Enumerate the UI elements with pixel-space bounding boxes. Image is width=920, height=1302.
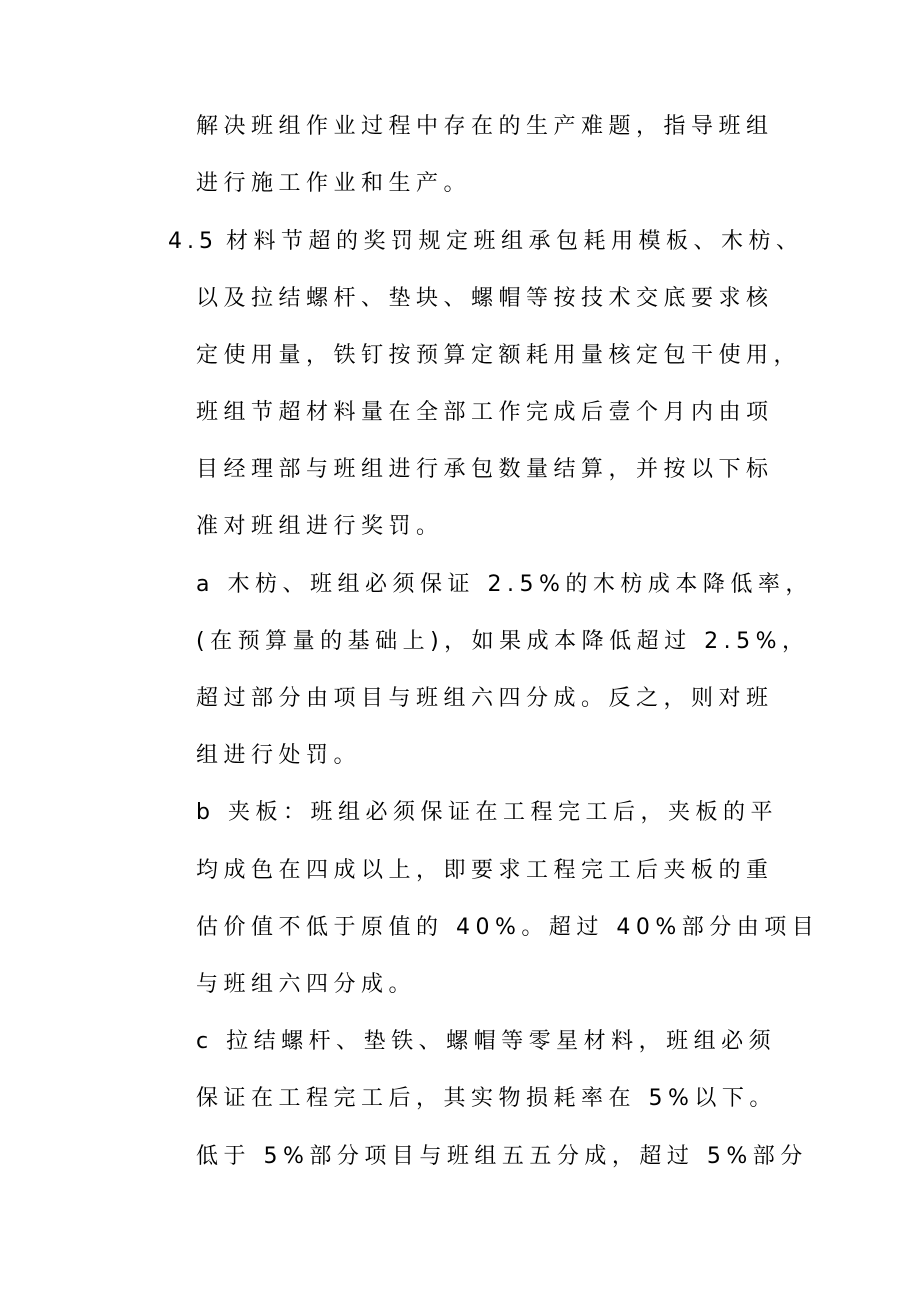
section-number: 4.5 [168,229,218,254]
paragraph-line-7: 目经理部与班组进行承包数量结算，并按以下标 [196,457,774,482]
paragraph-line-2: 进行施工作业和生产。 [196,171,472,196]
paragraph-line-9: a 木枋、班组必须保证 2.5%的木枋成本降低率， [196,572,813,597]
paragraph-line-16: 与班组六四分成。 [196,972,417,997]
paragraph-line-8: 准对班组进行奖罚。 [196,514,444,539]
paragraph-line-12: 组进行处罚。 [196,743,362,768]
paragraph-line-19: 低于 5%部分项目与班组五五分成，超过 5%部分 [196,1144,808,1169]
paragraph-line-15: 估价值不低于原值的 40%。超过 40%部分由项目 [196,915,820,940]
paragraph-line-6: 班组节超材料量在全部工作完成后壹个月内由项 [196,400,774,425]
paragraph-line-18: 保证在工程完工后，其实物损耗率在 5%以下。 [196,1086,777,1111]
paragraph-line-3: 材料节超的奖罚规定班组承包耗用模板、木枋、 [226,229,804,254]
paragraph-line-10: (在预算量的基础上)，如果成本降低超过 2.5%， [196,629,810,654]
paragraph-line-5: 定使用量，铁钉按预算定额耗用量核定包干使用， [196,343,802,368]
paragraph-line-11: 超过部分由项目与班组六四分成。反之，则对班 [196,686,774,711]
paragraph-line-4: 以及拉结螺杆、垫块、螺帽等按技术交底要求核 [196,286,774,311]
paragraph-line-17: c 拉结螺杆、垫铁、螺帽等零星材料，班组必须 [196,1029,777,1054]
paragraph-line-14: 均成色在四成以上，即要求工程完工后夹板的重 [196,858,774,883]
paragraph-line-1: 解决班组作业过程中存在的生产难题，指导班组 [196,114,774,139]
paragraph-line-13: b 夹板：班组必须保证在工程完工后，夹板的平 [196,800,778,825]
